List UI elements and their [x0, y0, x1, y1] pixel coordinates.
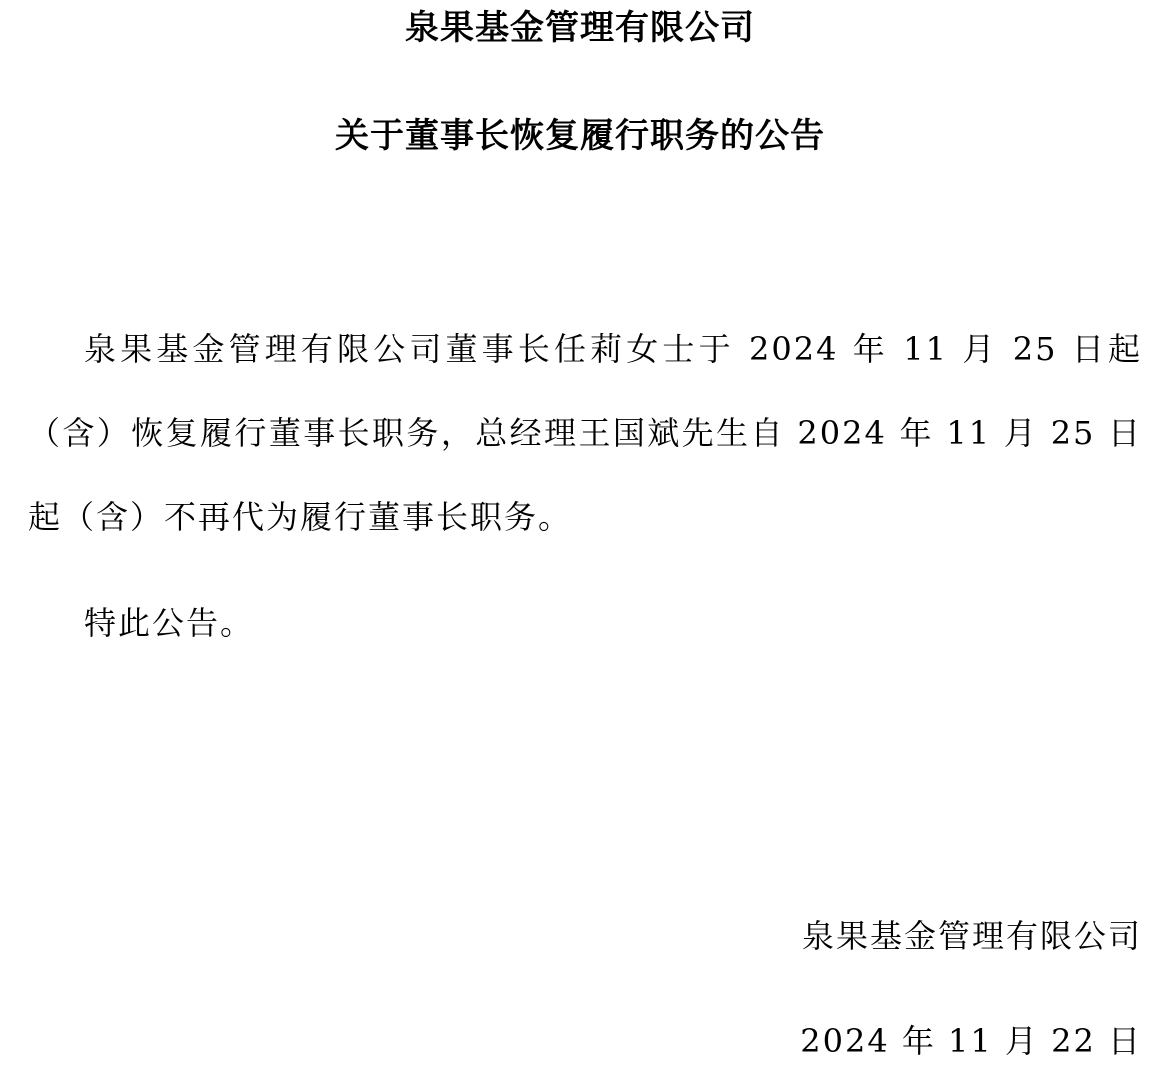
- signature-date: 2024 年 11 月 22 日: [800, 1022, 1142, 1060]
- company-title: 泉果基金管理有限公司: [405, 8, 755, 48]
- closing-statement: 特此公告。: [84, 604, 255, 642]
- signature-company: 泉果基金管理有限公司: [801, 917, 1142, 955]
- body-paragraph: 泉果基金管理有限公司董事长任莉女士于 2024 年 11 月 25 日起（含）恢复履行董事长职务，总经理王国斌先生自 2024 年 11 月 25 日起（含）不再代为履行董事长职务。: [28, 330, 1142, 536]
- announcement-title: 关于董事长恢复履行职务的公告: [335, 116, 825, 156]
